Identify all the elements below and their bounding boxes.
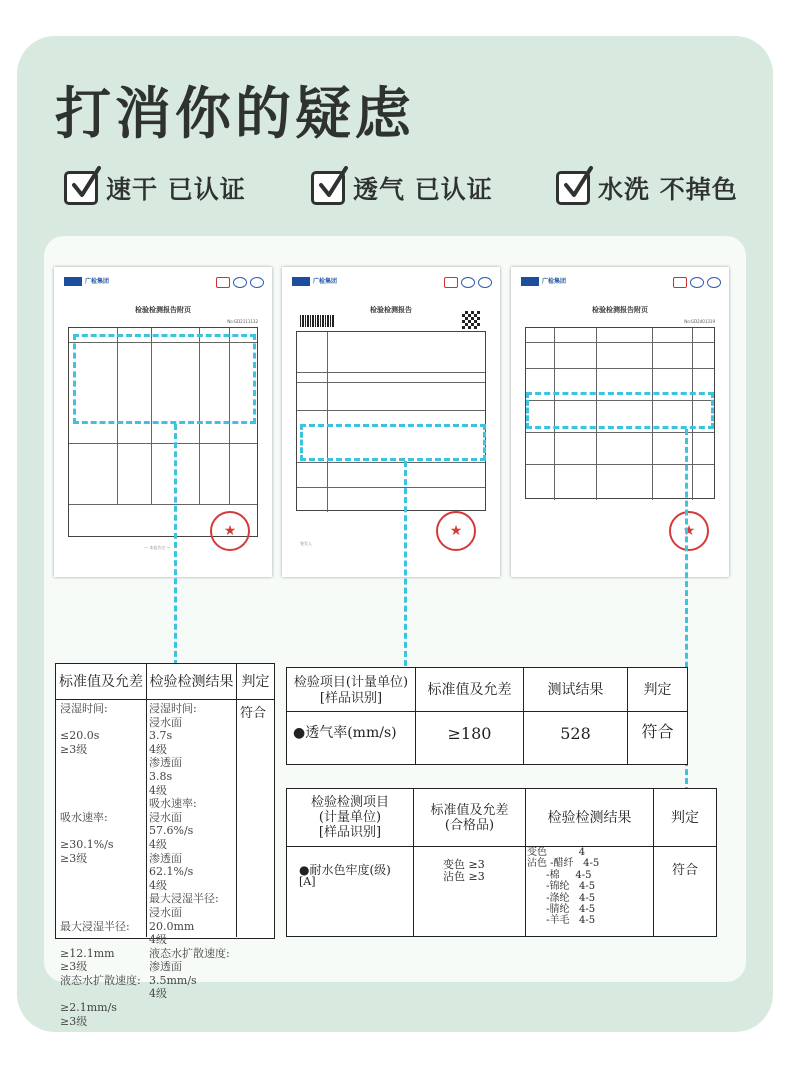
report-number: No:GD2401319 <box>684 319 715 324</box>
cert-label: 速干 已认证 <box>106 175 246 204</box>
table-line <box>60 933 146 947</box>
checkbox-icon <box>64 171 98 205</box>
checkbox-icon <box>556 171 590 205</box>
accreditation-icons <box>216 277 264 288</box>
table-line: 浸湿时间: <box>149 702 197 715</box>
table-line <box>60 892 146 906</box>
standard-value: ≥180 <box>415 712 523 764</box>
header-standard: 标准值及允差 <box>56 664 146 700</box>
table-line: -涤纶 4-5 <box>527 892 596 904</box>
standard-values <box>60 702 146 1028</box>
connector-line <box>174 424 177 666</box>
result-values <box>527 847 599 927</box>
table-line <box>60 716 146 730</box>
checkbox-icon <box>311 171 345 205</box>
table-line: 浸湿时间: <box>60 702 108 715</box>
report-page-1: 广检集团 检验检测报告附页 No:GD2111132 ★ — 本报告完 — <box>54 267 272 577</box>
table-line: 4级 <box>149 742 167 756</box>
gttc-logo-icon <box>292 277 310 286</box>
table-line: ≥30.1%/s <box>60 837 114 851</box>
table-line: 57.6%/s <box>149 824 194 838</box>
report-brand: 广检集团 <box>292 276 337 286</box>
table-line: 渗透面 <box>149 756 182 770</box>
official-stamp: ★ <box>436 511 476 551</box>
header-verdict: 判定 <box>236 664 274 700</box>
table-line <box>60 797 146 811</box>
table-line: 3.8s <box>149 769 173 783</box>
verdict: 符合 <box>240 706 267 721</box>
header-result: 检验检测结果 <box>146 664 236 700</box>
table-line: 62.1%/s <box>149 865 194 879</box>
cert-quick-dry <box>64 168 246 208</box>
table-line: ≥2.1mm/s <box>60 1001 117 1015</box>
table-line: 3.5mm/s <box>149 973 197 987</box>
table-line: ≥12.1mm <box>60 946 115 960</box>
cert-label: 水洗 不掉色 <box>598 175 738 204</box>
table-line: 沾色 -醋纤 4-5 <box>527 858 600 870</box>
highlight-box-breath <box>300 424 486 461</box>
highlight-box-quickdry <box>73 334 256 424</box>
table-line: 20.0mm <box>149 919 195 933</box>
gttc-logo-icon <box>521 277 539 286</box>
verdict: 符合 <box>627 712 687 764</box>
table-line: 3.7s <box>149 729 173 743</box>
page-title: 打消你的疑虑 <box>55 82 415 147</box>
table-line: 最大浸湿半径: <box>60 919 130 933</box>
table-line: 4级 <box>149 783 167 797</box>
standard-values <box>443 859 485 883</box>
official-stamp: ★ <box>210 511 250 551</box>
cert-label: 透气 已认证 <box>353 175 493 204</box>
table-line: ≥3级 <box>60 851 88 865</box>
sample-id: [A] <box>299 875 316 888</box>
table-line: ≥3级 <box>60 742 88 756</box>
header-verdict: 判定 <box>627 668 687 712</box>
header-item: 检验检测项目 (计量单位) [样品识别] <box>287 789 413 847</box>
report-title: 检验检测报告附页 <box>135 306 191 314</box>
report-title: 检验检测报告附页 <box>592 306 648 314</box>
report-title: 检验检测报告 <box>370 306 412 314</box>
accreditation-icons <box>444 277 492 288</box>
table-line: -羊毛 4-5 <box>527 915 596 927</box>
table-line <box>60 784 146 798</box>
result-values <box>149 702 235 1001</box>
table-line: 4级 <box>149 878 167 892</box>
table-line: ≥3级 <box>60 1014 88 1028</box>
header-result: 测试结果 <box>523 668 627 712</box>
report-table <box>296 331 486 511</box>
table-line <box>60 906 146 920</box>
table-line: 液态水扩散速度: <box>60 973 141 987</box>
verdict: 符合 <box>653 847 716 936</box>
header-verdict: 判定 <box>653 789 716 847</box>
colorfastness-table <box>286 788 717 937</box>
table-line: 渗透面 <box>149 851 182 865</box>
header-result: 检验检测结果 <box>525 789 653 847</box>
table-line: 沾色 ≥3 <box>443 870 485 883</box>
table-line: -腈纶 4-5 <box>527 904 596 916</box>
table-line: ≥3级 <box>60 960 88 974</box>
accreditation-icons <box>673 277 721 288</box>
item-name: ●耐水色牢度(级) <box>299 863 391 877</box>
table-line: 浸水面 <box>149 905 182 919</box>
gttc-logo-icon <box>64 277 82 286</box>
result-value: 528 <box>523 712 627 764</box>
qr-code <box>462 311 480 329</box>
table-line <box>60 879 146 893</box>
table-line: ≤20.0s <box>60 729 100 743</box>
table-line: 变色 4 <box>527 847 586 858</box>
table-line <box>60 756 146 770</box>
table-line: 吸水速率: <box>149 797 197 811</box>
connector-line <box>404 461 407 666</box>
table-line <box>60 987 146 1001</box>
header-item: 检验项目(计量单位) [样品识别] <box>287 668 415 712</box>
report-number: No:GD2111132 <box>227 319 258 324</box>
item-name: ●透气率(mm/s) <box>293 725 397 741</box>
table-line: 最大浸湿半径: <box>149 892 219 906</box>
table-line <box>60 770 146 784</box>
barcode <box>300 315 334 327</box>
breathability-table <box>286 667 688 765</box>
table-line: 渗透面 <box>149 960 182 974</box>
table-line <box>60 824 146 838</box>
table-line: 浸水面 <box>149 715 182 729</box>
highlight-box-color <box>526 392 714 429</box>
table-line: 4级 <box>149 837 167 851</box>
table-line: -锦纶 4-5 <box>527 881 596 893</box>
table-line <box>60 865 146 879</box>
header-standard: 标准值及允差 <box>415 668 523 712</box>
table-line: 变色 ≥3 <box>443 858 485 871</box>
table-line: 4级 <box>149 933 167 947</box>
report-brand: 广检集团 <box>64 276 109 286</box>
quickdry-table <box>55 663 275 1028</box>
table-line: -棉 4-5 <box>527 869 592 881</box>
official-stamp: ★ <box>669 511 709 551</box>
cert-colorfast <box>556 168 738 208</box>
report-page-2: 广检集团 检验检测报告 ★ 签发人 <box>282 267 500 577</box>
table-line: 4级 <box>149 987 167 1001</box>
table-line: 液态水扩散速度: <box>149 946 230 960</box>
table-line: 浸水面 <box>149 810 182 824</box>
report-brand: 广检集团 <box>521 276 566 286</box>
cert-breathable <box>311 168 493 208</box>
table-line: 吸水速率: <box>60 810 108 824</box>
header-standard: 标准值及允差 (合格品) <box>413 789 525 847</box>
